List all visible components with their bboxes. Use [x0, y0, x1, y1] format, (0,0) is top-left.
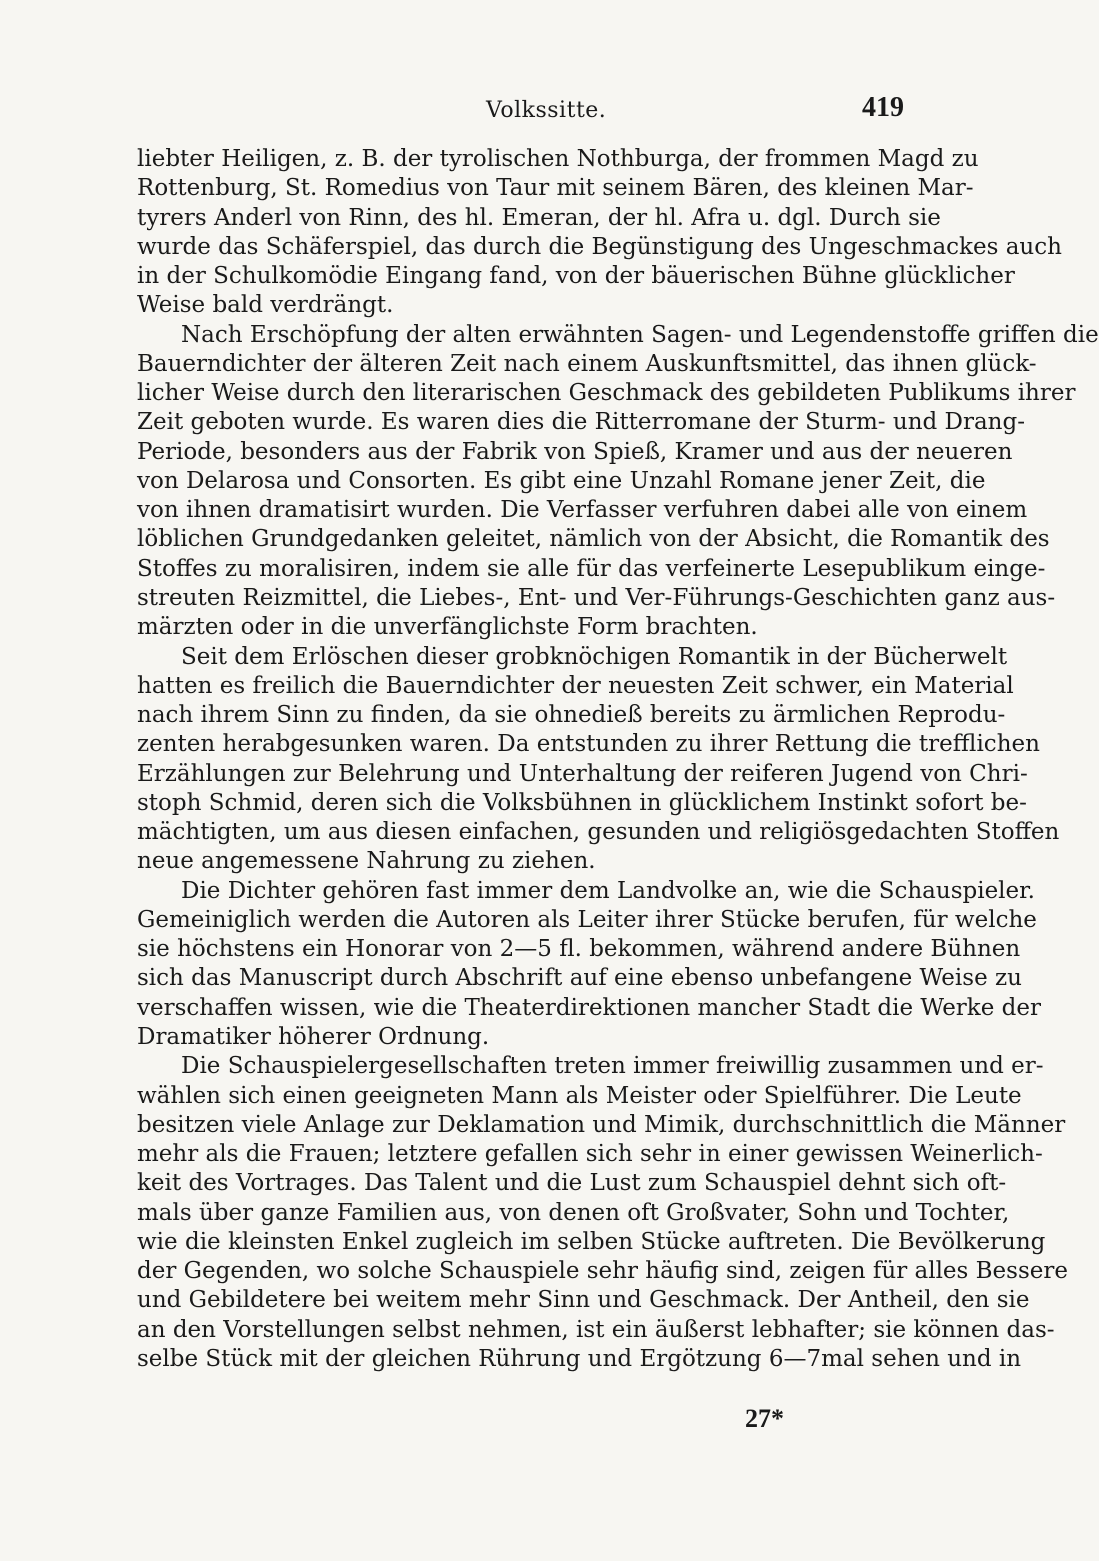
running-title: Volkssitte.	[486, 98, 607, 123]
text-line: Erzählungen zur Belehrung und Unterhaltung der reiferen Jugend von Chri-	[137, 760, 1028, 787]
text-line: verschaffen wissen, wie die Theaterdirektionen mancher Stadt die Werke der	[137, 994, 1041, 1021]
body-text	[137, 145, 1099, 1374]
text-line: selbe Stück mit der gleichen Rührung und Ergötzung 6—7mal sehen und in	[137, 1345, 1022, 1372]
text-line: Gemeiniglich werden die Autoren als Leiter ihrer Stücke berufen, für welche	[137, 906, 1037, 933]
text-line: stoph Schmid, deren sich die Volksbühnen in glücklichem Instinkt sofort be-	[137, 789, 1027, 816]
page-number: 419	[862, 92, 904, 123]
text-line: wurde das Schäferspiel, das durch die Begünstigung des Ungeschmackes auch	[137, 233, 1062, 260]
text-line: neue angemessene Nahrung zu ziehen.	[137, 848, 596, 875]
text-line: Weise bald verdrängt.	[137, 292, 394, 319]
text-line: nach ihrem Sinn zu finden, da sie ohnedieß bereits zu ärmlichen Reprodu-	[137, 702, 1006, 729]
text-line: Stoffes zu moralisiren, indem sie alle für das verfeinerte Lesepublikum einge-	[137, 555, 1046, 582]
text-line: licher Weise durch den literarischen Geschmack des gebildeten Publikums ihrer	[137, 380, 1076, 407]
text-line: sie höchstens ein Honorar von 2—5 fl. bekommen, während andere Bühnen	[137, 936, 1021, 963]
text-line: besitzen viele Anlage zur Deklamation und Mimik, durchschnittlich die Männer	[137, 1111, 1066, 1138]
text-line: mals über ganze Familien aus, von denen oft Großvater, Sohn und Tochter,	[137, 1199, 1010, 1226]
text-line: löblichen Grundgedanken geleitet, nämlich von der Absicht, die Romantik des	[137, 526, 1050, 553]
text-line: von ihnen dramatisirt wurden. Die Verfasser verfuhren dabei alle von einem	[137, 497, 1028, 524]
text-line: märzten oder in die unverfänglichste Form brachten.	[137, 614, 758, 641]
text-line: Nach Erschöpfung der alten erwähnten Sagen- und Legendenstoffe griffen die	[181, 321, 1099, 348]
text-line: von Delarosa und Consorten. Es gibt eine Unzahl Romane jener Zeit, die	[137, 467, 986, 494]
text-line: Rottenburg, St. Romedius von Taur mit seinem Bären, des kleinen Mar-	[137, 175, 974, 202]
text-line: in der Schulkomödie Eingang fand, von der bäuerischen Bühne glücklicher	[137, 263, 1015, 290]
text-line: und Gebildetere bei weitem mehr Sinn und Geschmack. Der Antheil, den sie	[137, 1287, 1030, 1314]
text-line: streuten Reizmittel, die Liebes-, Ent- und Ver-Führungs-Geschichten ganz aus-	[137, 584, 1056, 611]
text-line: zenten herabgesunken waren. Da entstunden zu ihrer Rettung die trefflichen	[137, 731, 1040, 758]
text-line: Dramatiker höherer Ordnung.	[137, 1023, 490, 1050]
text-line: wählen sich einen geeigneten Mann als Meister oder Spielführer. Die Leute	[137, 1082, 1022, 1109]
text-line: hatten es freilich die Bauerndichter der neuesten Zeit schwer, ein Material	[137, 672, 1014, 699]
text-line: Seit dem Erlöschen dieser grobknöchigen Romantik in der Bücherwelt	[181, 643, 1008, 670]
text-line: an den Vorstellungen selbst nehmen, ist ein äußerst lebhafter; sie können das-	[137, 1316, 1055, 1343]
text-line: mehr als die Frauen; letztere gefallen sich sehr in einer gewissen Weinerlich-	[137, 1141, 1043, 1168]
text-line: wie die kleinsten Enkel zugleich im selben Stücke auftreten. Die Bevölkerung	[137, 1228, 1046, 1255]
text-line: Periode, besonders aus der Fabrik von Spieß, Kramer und aus der neueren	[137, 438, 1013, 465]
text-line: Die Dichter gehören fast immer dem Landvolke an, wie die Schauspieler.	[181, 877, 1035, 904]
signature-mark: 27*	[745, 1404, 784, 1433]
text-line: Bauerndichter der älteren Zeit nach einem Auskunftsmittel, das ihnen glück-	[137, 350, 1037, 377]
text-line: Zeit geboten wurde. Es waren dies die Ritterromane der Sturm- und Drang-	[137, 409, 1025, 436]
text-line: liebter Heiligen, z. B. der tyrolischen Nothburga, der frommen Magd zu	[137, 146, 979, 172]
text-line: sich das Manuscript durch Abschrift auf eine ebenso unbefangene Weise zu	[137, 965, 1022, 992]
text-line: der Gegenden, wo solche Schauspiele sehr häufig sind, zeigen für alles Bessere	[137, 1258, 1068, 1285]
text-line: keit des Vortrages. Das Talent und die Lust zum Schauspiel dehnt sich oft-	[137, 1170, 1007, 1197]
text-line: tyrers Anderl von Rinn, des hl. Emeran, der hl. Afra u. dgl. Durch sie	[137, 204, 941, 231]
text-line: mächtigten, um aus diesen einfachen, gesunden und religiösgedachten Stoffen	[137, 819, 1060, 846]
text-line: Die Schauspielergesellschaften treten immer freiwillig zusammen und er-	[181, 1053, 1044, 1080]
